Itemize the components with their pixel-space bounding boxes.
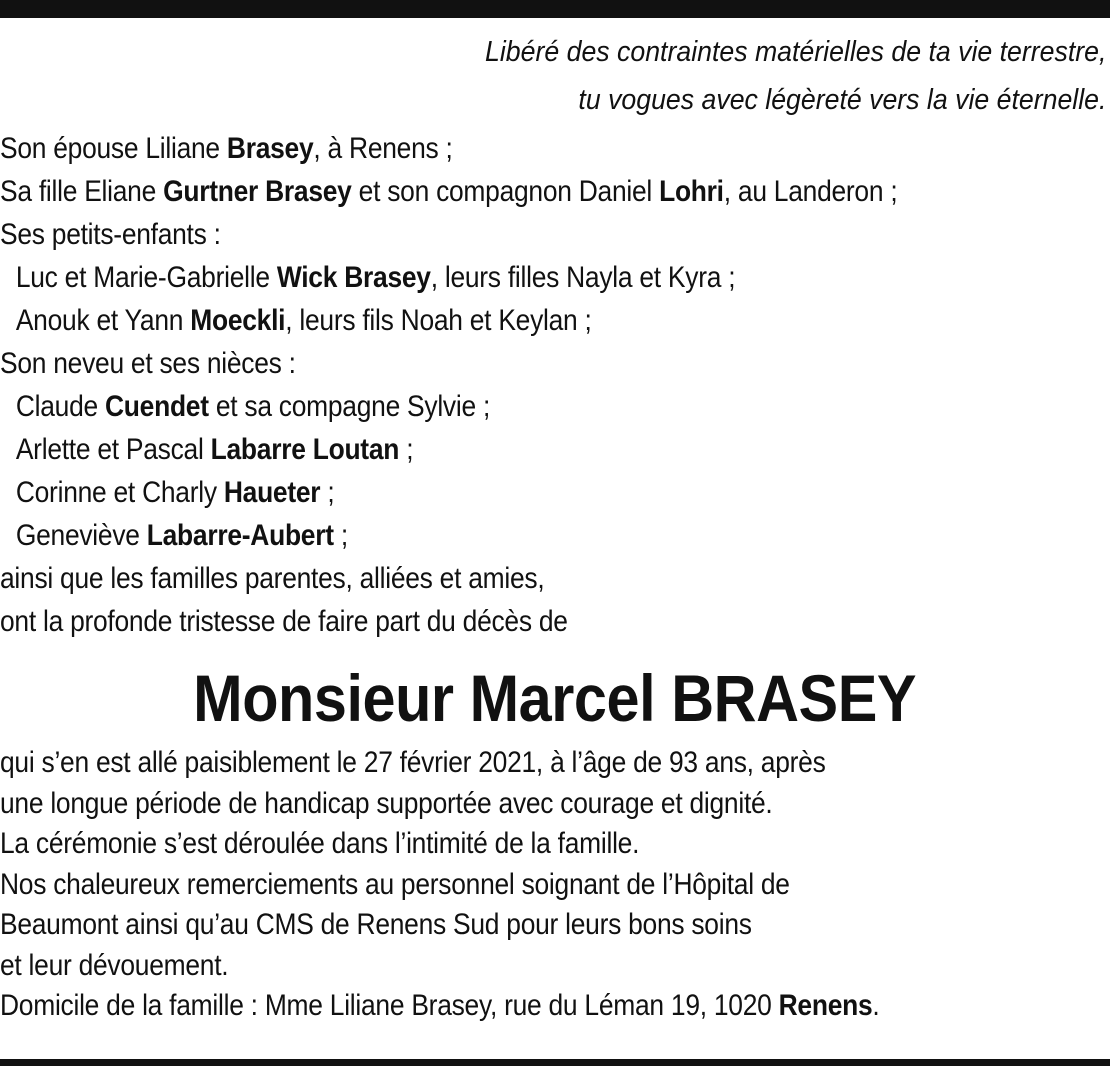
- surname: Cuendet: [104, 390, 209, 423]
- text-run: une longue période de handicap supportée avec courage et dignité.: [0, 786, 773, 820]
- surname: Haueter: [223, 476, 321, 509]
- family-line: [0, 600, 977, 643]
- text-run: , à Renens ;: [313, 132, 453, 165]
- text-run: et leur dévouement.: [0, 948, 229, 982]
- text-run: Claude: [15, 390, 105, 423]
- text-run: Son neveu et ses nièces :: [0, 347, 296, 380]
- body-line: [0, 824, 977, 865]
- family-line: [0, 299, 977, 342]
- bottom-rule: [0, 1059, 1110, 1066]
- text-run: ont la profonde tristesse de faire part du décès de: [0, 605, 568, 638]
- surname: Labarre-Aubert: [146, 519, 334, 552]
- family-list: [0, 127, 977, 643]
- text-run: Domicile de la famille : Mme Liliane Brasey, rue du Léman 19, 1020: [0, 989, 779, 1022]
- text-run: , leurs fils Noah et Keylan ;: [285, 304, 592, 337]
- family-line: [0, 557, 977, 600]
- family-line: [0, 428, 977, 471]
- family-line: [0, 127, 977, 170]
- text-run: Anouk et Yann: [15, 304, 191, 337]
- surname: Gurtner Brasey: [163, 175, 352, 208]
- text-run: Arlette et Pascal: [15, 433, 211, 466]
- body-line: [0, 743, 977, 784]
- text-run: ainsi que les familles parentes, alliées et amies,: [0, 562, 545, 595]
- surname: Wick Brasey: [276, 261, 431, 294]
- epigraph: [485, 28, 1106, 124]
- text-run: La cérémonie s’est déroulée dans l’intimité de la famille.: [0, 827, 640, 860]
- deceased-name: [0, 658, 1110, 738]
- text-run: ;: [399, 433, 414, 466]
- family-line: [0, 471, 977, 514]
- text-run: Luc et Marie-Gabrielle: [15, 261, 277, 294]
- body-line: [0, 905, 977, 946]
- surname: Labarre Loutan: [210, 433, 400, 466]
- surname: Renens: [778, 989, 873, 1022]
- text-run: Son épouse Liliane: [0, 132, 227, 165]
- epigraph-line: tu vogues avec légèreté vers la vie éternelle.: [578, 84, 1106, 116]
- body-line: [0, 986, 977, 1027]
- family-line: [0, 342, 977, 385]
- text-run: Ses petits-enfants :: [0, 218, 221, 251]
- text-run: , au Landeron ;: [723, 175, 898, 208]
- family-line: [0, 514, 977, 557]
- surname: Lohri: [659, 175, 724, 208]
- text-run: ;: [320, 476, 335, 509]
- body-line: [0, 946, 977, 987]
- family-line: [0, 213, 977, 256]
- epigraph-line: Libéré des contraintes matérielles de ta vie terrestre,: [484, 36, 1106, 68]
- text-run: Nos chaleureux remerciements au personnel soignant de l’Hôpital de: [0, 867, 790, 901]
- family-line: [0, 170, 977, 213]
- text-run: Sa fille Eliane: [0, 175, 164, 208]
- body-line: [0, 865, 977, 906]
- text-run: .: [872, 989, 880, 1022]
- text-run: qui s’en est allé paisiblement le 27 février 2021, à l’âge de 93 ans, après: [0, 746, 826, 779]
- text-run: Corinne et Charly: [15, 476, 224, 509]
- body-line: [0, 784, 977, 825]
- family-line: [0, 385, 977, 428]
- family-line: [0, 256, 977, 299]
- text-run: , leurs filles Nayla et Kyra ;: [430, 261, 736, 294]
- notice-body: [0, 743, 977, 1027]
- text-run: et son compagnon Daniel: [351, 175, 660, 208]
- top-rule: [0, 0, 1110, 18]
- surname: Brasey: [226, 132, 314, 165]
- text-run: et sa compagne Sylvie ;: [208, 390, 491, 423]
- deceased-name-text: Monsieur Marcel BRASEY: [193, 661, 917, 735]
- text-run: ;: [333, 519, 348, 552]
- text-run: Geneviève: [15, 519, 147, 552]
- surname: Moeckli: [190, 304, 286, 337]
- text-run: Beaumont ainsi qu’au CMS de Renens Sud pour leurs bons soins: [0, 908, 752, 941]
